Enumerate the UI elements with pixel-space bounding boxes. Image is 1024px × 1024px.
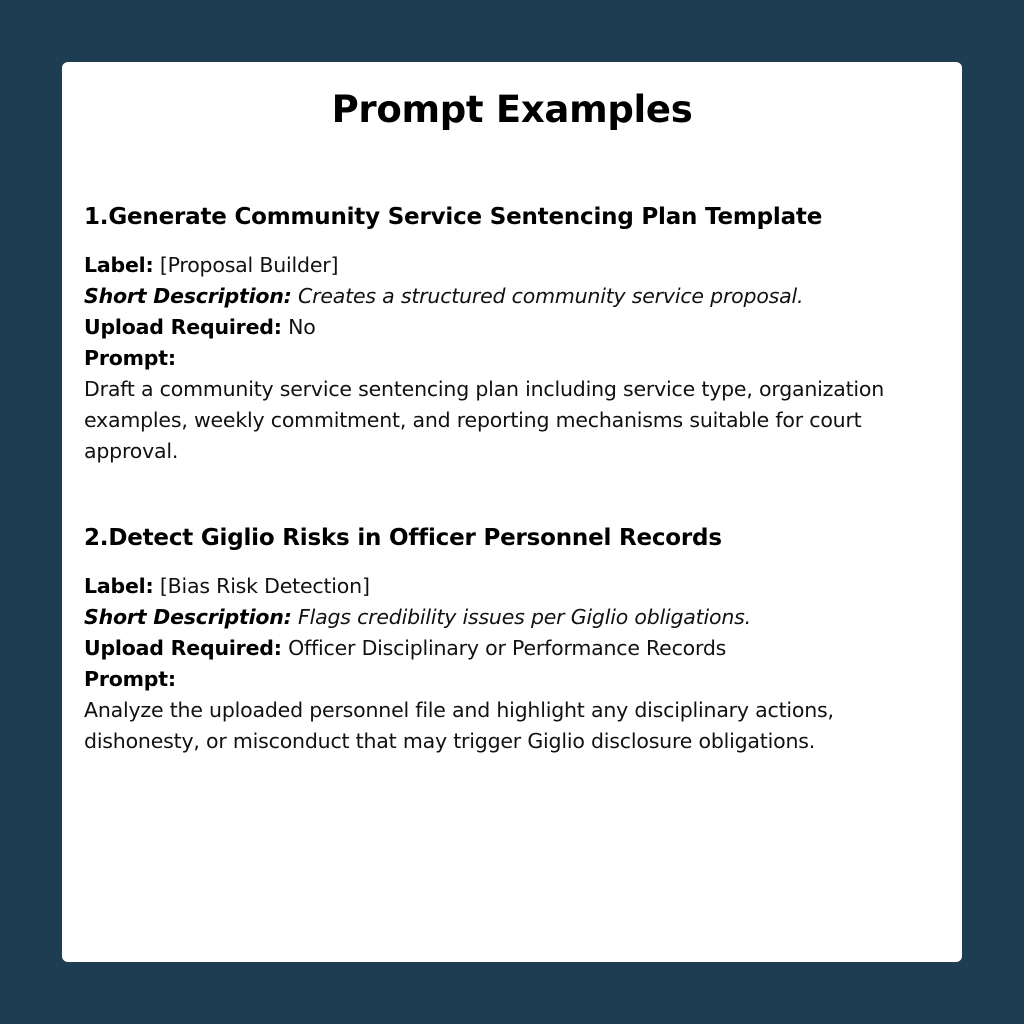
section-heading: 1.Generate Community Service Sentencing Plan Template [84, 204, 823, 230]
prompt-text: Draft a community service sentencing plan including service type, organization examples, weekly commitment, and reporting mechanisms suitable for court approval. [84, 376, 885, 463]
prompt-key: Prompt: [84, 345, 176, 370]
upload-required-value: No [288, 314, 316, 339]
label-line [84, 250, 954, 281]
upload-required-value: Officer Disciplinary or Performance Records [288, 635, 727, 660]
label-line [84, 571, 954, 602]
page-title: Prompt Examples [331, 88, 693, 131]
prompt-example-1 [84, 204, 954, 467]
prompt-text: Analyze the uploaded personnel file and highlight any disciplinary actions, dishonesty, or misconduct that may trigger Giglio disclosure obligations. [84, 697, 834, 753]
short-description-key: Short Description: [84, 283, 292, 308]
content-card [62, 62, 962, 962]
short-description-value: Creates a structured community service proposal. [298, 283, 804, 308]
label-key: Label: [84, 573, 154, 598]
short-description-line [84, 281, 954, 312]
prompt-key: Prompt: [84, 666, 176, 691]
upload-required-line [84, 312, 954, 343]
upload-required-line [84, 633, 954, 664]
short-description-line [84, 602, 954, 633]
short-description-value: Flags credibility issues per Giglio obligations. [298, 604, 751, 629]
label-value: [Proposal Builder] [159, 252, 339, 277]
short-description-key: Short Description: [84, 604, 292, 629]
upload-required-key: Upload Required: [84, 635, 282, 660]
upload-required-key: Upload Required: [84, 314, 282, 339]
section-heading: 2.Detect Giglio Risks in Officer Personnel Records [84, 525, 722, 551]
label-value: [Bias Risk Detection] [159, 573, 370, 598]
prompt-example-2 [84, 525, 954, 757]
label-key: Label: [84, 252, 154, 277]
